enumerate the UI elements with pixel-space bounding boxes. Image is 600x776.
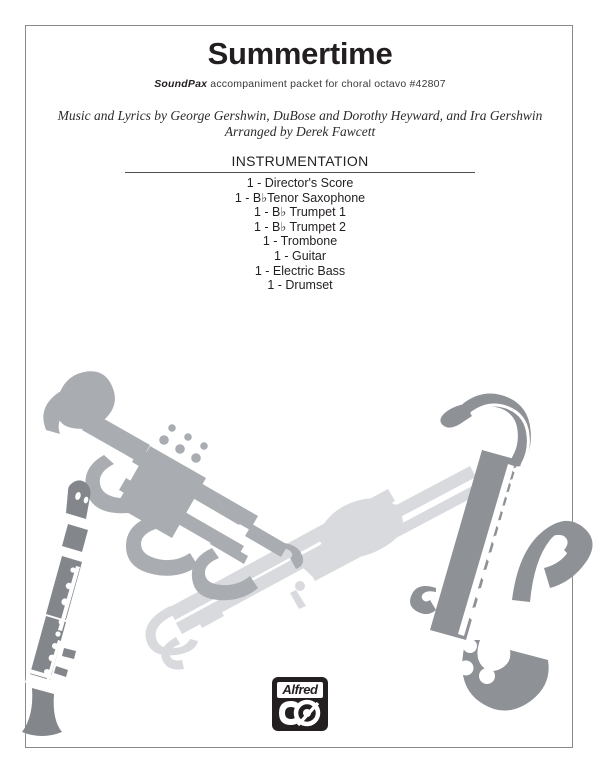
credits-arranger: Arranged by Derek Fawcett [224, 124, 376, 139]
list-item: 1 - Director's Score [246, 176, 354, 190]
instrumentation-divider [125, 172, 475, 173]
subtitle-text: accompaniment packet for choral octavo #42807 [207, 78, 446, 90]
alfred-logo [272, 677, 328, 731]
list-item: 1 - Trombone [262, 234, 338, 249]
list-item: 1 - B♭ Trumpet 2 [253, 219, 347, 234]
saxophone-illustration [410, 400, 593, 711]
subtitle [0, 78, 600, 90]
list-item: 1 - Drumset [267, 278, 333, 293]
page-title: Summertime [207, 36, 393, 71]
alfred-wordmark: Alfred [277, 682, 323, 698]
list-item: 1 - Guitar [273, 248, 327, 263]
credits [0, 108, 600, 140]
clarinet-illustration [22, 480, 91, 736]
alfred-monogram-icon [276, 699, 324, 727]
list-item: 1 - B♭ Trumpet 1 [253, 205, 347, 220]
instrumentation-heading: INSTRUMENTATION [231, 153, 369, 169]
credits-composers: Music and Lyrics by George Gershwin, DuBose and Dorothy Heyward, and Ira Gershwin [57, 108, 543, 123]
list-item: 1 - Electric Bass [254, 263, 346, 278]
soundpax-brand: SoundPax [154, 78, 208, 90]
instrumentation-list [0, 176, 600, 293]
list-item: 1 - B♭Tenor Saxophone [234, 190, 366, 205]
